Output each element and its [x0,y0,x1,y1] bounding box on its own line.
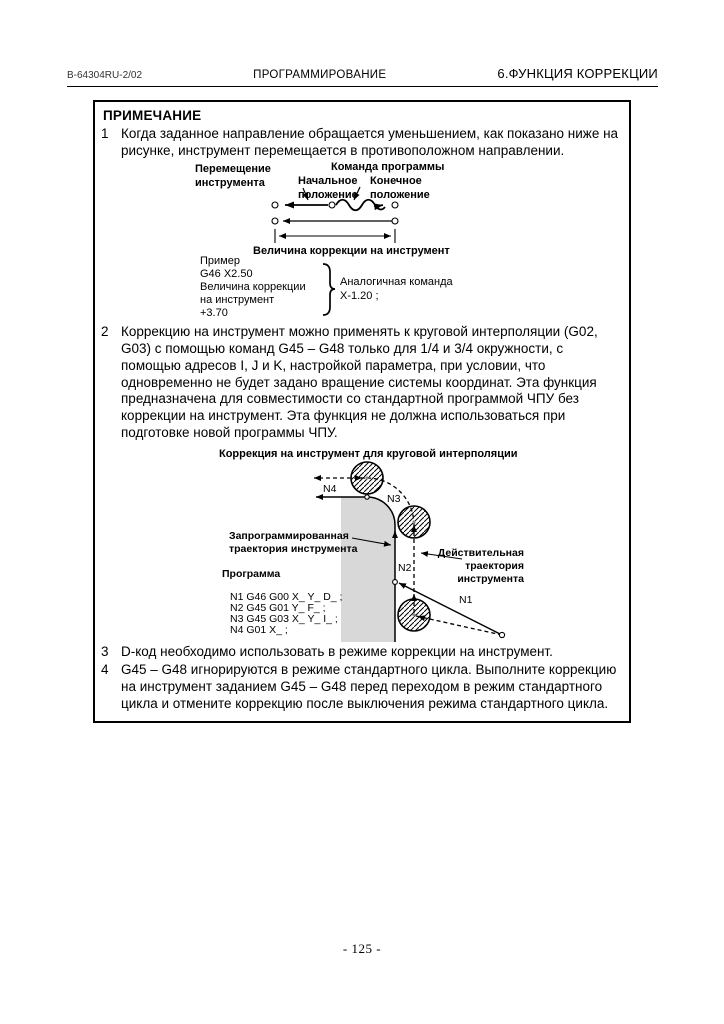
label-programmed-path-line1: Запрограммированная [229,529,349,542]
chapter-title: 6.ФУНКЦИЯ КОРРЕКЦИИ [497,66,658,81]
example-code: G46 X2.50 [200,268,253,281]
label-end-position-line2: положение [370,189,430,202]
example-text-line1: Величина коррекции [200,281,306,294]
note-item-text: G45 – G48 игнорируются в режиме стандартного цикла. Выполните коррекцию на инструмент заданием G45 – G48 перед переходом в режим стандартного цикла и отмените коррекцию после выключения режима стандартного цикла. [121,662,617,711]
note-item-3 [101,644,621,661]
label-start-position-line1: Начальное [298,175,358,188]
label-tool-movement-line1: Перемещение [195,163,271,176]
brace [323,264,335,315]
example-block [200,255,454,319]
note-item-number: 3 [101,643,109,659]
figure-offset-direction [173,161,613,321]
label-n2: N2 [398,561,412,574]
program-line: N3 G45 G03 X_ Y_ I_ ; [230,612,338,625]
label-actual-path-line1: Действительная [437,546,524,559]
note-item-text: D-код необходимо использовать в режиме коррекции на инструмент. [121,643,553,659]
label-n1: N1 [459,593,473,606]
page-number: - 125 - [342,941,382,956]
note-item-1 [101,126,621,159]
document-id: B-64304RU-2/02 [67,70,143,81]
label-program-command: Команда программы [331,161,445,174]
label-start-position-line2: положение [298,189,358,202]
program-listing [230,591,342,636]
offset-dimension-line [275,229,395,243]
workpiece-shape [341,497,395,642]
note-item-number: 2 [101,324,109,340]
equivalent-command-line2: X-1.20 ; [340,290,379,303]
equivalent-command-line1: Аналогичная команда [340,276,453,289]
tool-movement-line [272,200,398,211]
program-line: N4 G01 X_ ; [230,623,288,636]
label-program: Программа [222,567,281,580]
figure-circular-interpolation [219,447,629,642]
note-item-number: 1 [101,126,109,141]
label-end-position-line1: Конечное [370,175,422,188]
note-item-text: Коррекцию на инструмент можно применять к круговой интерполяции (G02, G03) с помощью команд G45 – G48 только для 1/4 и 3/4 окружности, с помощью адресов I, J и K, настройкой параметра, при условии, что одновременно не будет задано вращение системы координат. Эта функция предназначена для совместимости со стандартной программой ЧПУ без коррекции на инструмент. Эта функция не должна использоваться при подготовке новой программы ЧПУ. [121,324,598,440]
note-title: ПРИМЕЧАНИЕ [103,108,202,123]
program-line: N1 G46 G00 X_ Y_ D_ ; [230,590,343,603]
label-n4: N4 [323,482,337,495]
figure-title: Коррекция на инструмент для круговой интерполяции [219,447,518,460]
page-header [67,66,658,87]
label-offset-amount: Величина коррекции на инструмент [253,245,450,258]
example-title: Пример [200,255,240,268]
label-actual-path-line3: инструмента [457,572,524,585]
note-box [93,100,631,723]
note-item-4 [101,662,621,712]
note-item-text: Когда заданное направление обращается уменьшением, как показано ниже на рисунке, инструмент перемещается в противоположном направлении. [121,126,619,158]
label-actual-path-line2: траектория [465,559,524,572]
example-offset-value: +3.70 [200,307,228,320]
note-item-2 [101,324,621,441]
page-footer [0,941,724,957]
label-programmed-path-line2: траектория инструмента [229,542,358,555]
result-movement-line [272,218,398,224]
section-title: ПРОГРАММИРОВАНИЕ [253,69,387,81]
program-line: N2 G45 G01 Y_ F_ ; [230,601,326,614]
example-text-line2: на инструмент [200,294,275,307]
label-n3: N3 [387,492,401,505]
label-tool-movement-line2: инструмента [195,177,265,190]
note-item-number: 4 [101,662,109,678]
